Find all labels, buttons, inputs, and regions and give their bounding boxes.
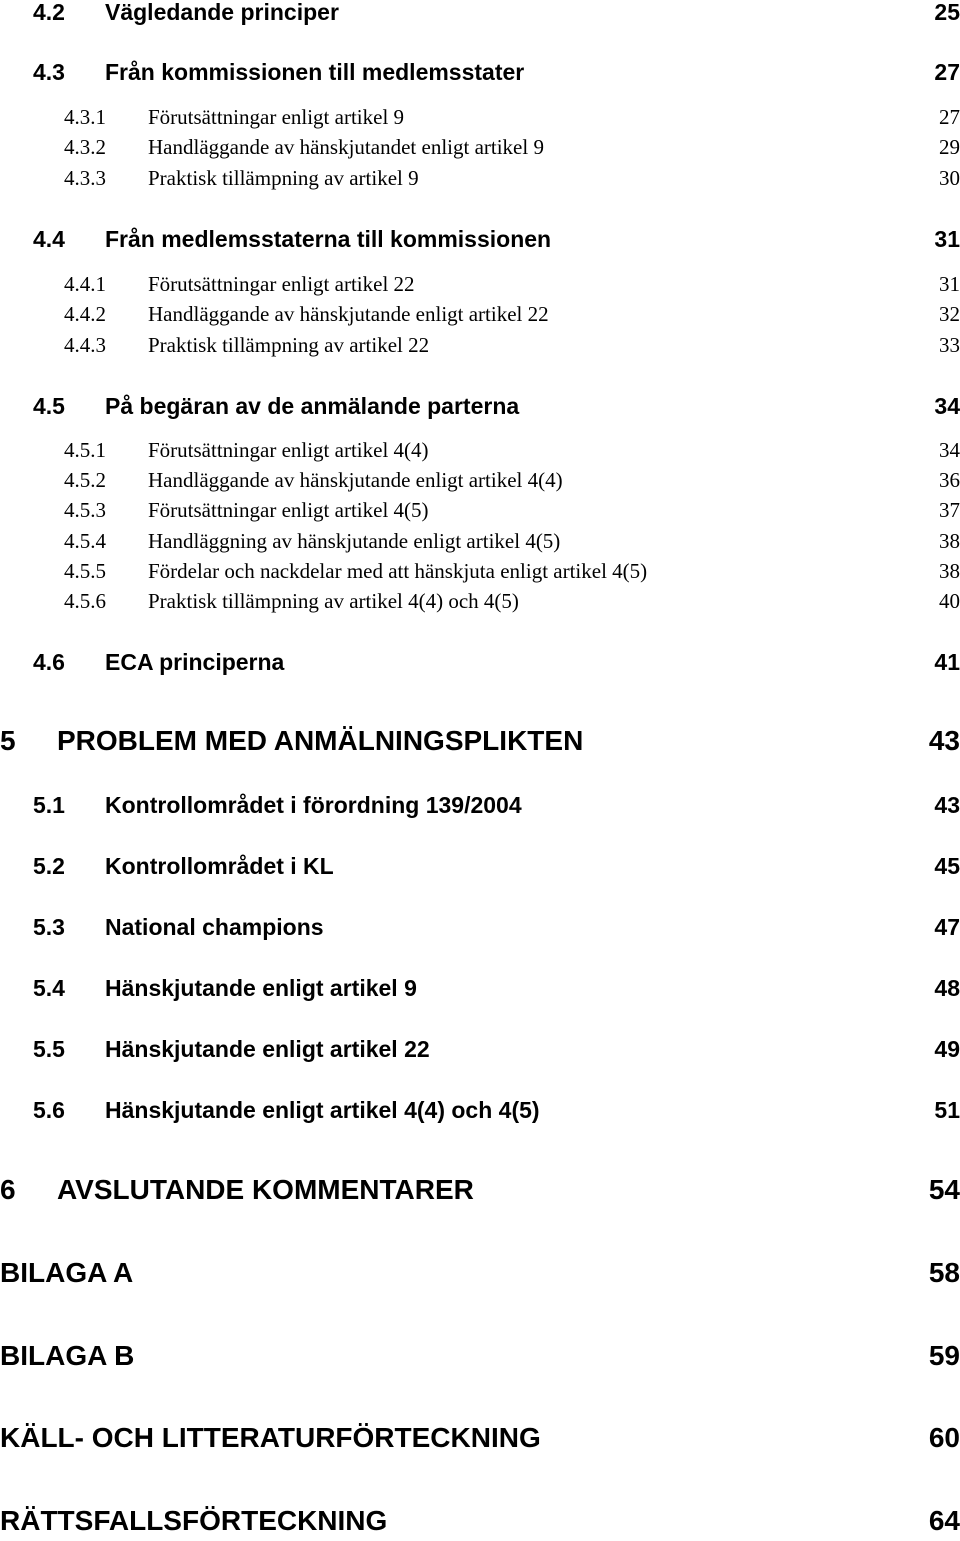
toc-entry[interactable] [0,914,960,944]
toc-number: 4.3.1 [64,105,106,129]
toc-title: Handläggande av hänskjutande enligt artikel 4(4) [148,468,563,492]
toc-number: 4.5.2 [64,468,106,492]
toc-page: 38 [939,559,960,583]
toc-title: Handläggande av hänskjutande enligt artikel 22 [148,302,549,326]
toc-entry[interactable] [0,1340,960,1376]
toc-number: 5.1 [33,792,65,818]
toc-number: 4.5.6 [64,589,106,613]
toc-page: 31 [934,226,960,252]
toc-entry[interactable] [0,166,960,194]
toc-number: 5.5 [33,1036,65,1062]
toc-number: 4.5.3 [64,498,106,522]
toc-page: 30 [939,166,960,190]
toc-number: 4.3 [33,59,65,85]
toc-page: 38 [939,529,960,553]
toc-entry[interactable] [0,1174,960,1210]
toc-entry[interactable] [0,105,960,133]
toc-page: 43 [934,792,960,818]
toc-title: BILAGA B [0,1340,135,1371]
toc-title: På begäran av de anmälande parterna [105,393,520,419]
toc-number: 5.3 [33,914,65,940]
toc-entry[interactable] [0,393,960,423]
toc-entry[interactable] [0,589,960,617]
toc-entry[interactable] [0,135,960,163]
toc-title: Förutsättningar enligt artikel 9 [148,105,405,129]
toc-entry[interactable] [0,725,960,761]
toc-page: 60 [928,1422,960,1453]
toc-entry[interactable] [0,853,960,883]
toc-page: 32 [939,302,960,326]
toc-number: 4.3.2 [64,135,106,159]
toc-number: 4.4.1 [64,272,106,296]
toc-number: 4.4.3 [64,333,106,357]
toc-page: 29 [939,135,960,159]
toc-entry[interactable] [0,1422,960,1458]
toc-page: 34 [934,393,960,419]
toc-page: 51 [934,1097,960,1123]
toc-entry[interactable] [0,302,960,330]
toc-page: 45 [934,853,960,879]
toc-number: 5.4 [33,975,65,1001]
toc-title: Praktisk tillämpning av artikel 9 [148,166,419,190]
toc-title: Vägledande principer [105,0,339,25]
toc-entry[interactable] [0,226,960,256]
toc-page: 31 [939,272,960,296]
toc-entry[interactable] [0,1097,960,1127]
toc-entry[interactable] [0,0,960,29]
toc-number: 4.4 [33,226,65,252]
toc-entry[interactable] [0,59,960,89]
toc-title: KÄLL- OCH LITTERATURFÖRTECKNING [0,1422,541,1453]
toc-entry[interactable] [0,468,960,496]
toc-entry[interactable] [0,559,960,587]
toc-title: AVSLUTANDE KOMMENTARER [57,1174,474,1205]
toc-title: National champions [105,914,324,940]
toc-page: 64 [928,1505,960,1536]
toc-page: 48 [934,975,960,1001]
toc-number: 4.5.5 [64,559,106,583]
toc-page: 34 [939,438,960,462]
toc-title: Praktisk tillämpning av artikel 22 [148,333,430,357]
toc-page: 58 [928,1257,960,1288]
toc-number: 5.2 [33,853,65,879]
toc-entry[interactable] [0,529,960,557]
toc-entry[interactable] [0,1505,960,1541]
toc-entry[interactable] [0,1036,960,1066]
toc-title: Förutsättningar enligt artikel 22 [148,272,415,296]
toc-page: 25 [934,0,960,25]
toc-title: PROBLEM MED ANMÄLNINGSPLIKTEN [57,725,584,756]
toc-page: 33 [939,333,960,357]
toc-page: 40 [939,589,960,613]
toc-title: Kontrollområdet i förordning 139/2004 [105,792,522,818]
toc-number: 4.5.1 [64,438,106,462]
toc-page: 43 [928,725,960,756]
toc-entry[interactable] [0,438,960,466]
toc-number: 4.4.2 [64,302,106,326]
toc-entry[interactable] [0,1257,960,1293]
toc-page: 36 [939,468,960,492]
toc-title: Kontrollområdet i KL [105,853,334,879]
toc-page: 27 [934,59,960,85]
toc-page: 47 [934,914,960,940]
toc-title: Handläggning av hänskjutande enligt artikel 4(5) [148,529,561,553]
toc-title: Från medlemsstaterna till kommissionen [105,226,552,252]
toc-title: Fördelar och nackdelar med att hänskjuta enligt artikel 4(5) [148,559,648,583]
toc-number: 4.5.4 [64,529,106,553]
toc-entry[interactable] [0,498,960,526]
toc-entry[interactable] [0,975,960,1005]
toc-title: Praktisk tillämpning av artikel 4(4) och 4(5) [148,589,519,613]
toc-page: 54 [928,1174,960,1205]
toc-title: Hänskjutande enligt artikel 22 [105,1036,430,1062]
toc-number: 5 [0,725,16,756]
toc-title: Handläggande av hänskjutandet enligt artikel 9 [148,135,544,159]
toc-entry[interactable] [0,333,960,361]
toc-page: 27 [939,105,960,129]
toc-title: Hänskjutande enligt artikel 4(4) och 4(5) [105,1097,540,1123]
toc-number: 6 [0,1174,16,1205]
toc-title: RÄTTSFALLSFÖRTECKNING [0,1505,388,1536]
toc-number: 4.2 [33,0,65,25]
toc-title: ECA principerna [105,649,285,675]
toc-title: Förutsättningar enligt artikel 4(5) [148,498,429,522]
toc-title: Hänskjutande enligt artikel 9 [105,975,417,1001]
toc-page: 41 [934,649,960,675]
toc-entry[interactable] [0,649,960,679]
toc-number: 4.3.3 [64,166,106,190]
toc-page: 37 [939,498,960,522]
toc-number: 4.6 [33,649,65,675]
toc-number: 4.5 [33,393,65,419]
toc-page: 49 [934,1036,960,1062]
toc-entry[interactable] [0,272,960,300]
toc-title: Från kommissionen till medlemsstater [105,59,525,85]
toc-number: 5.6 [33,1097,65,1123]
toc-page: 59 [928,1340,960,1371]
toc-title: BILAGA A [0,1257,134,1288]
toc-entry[interactable] [0,792,960,822]
toc-title: Förutsättningar enligt artikel 4(4) [148,438,429,462]
